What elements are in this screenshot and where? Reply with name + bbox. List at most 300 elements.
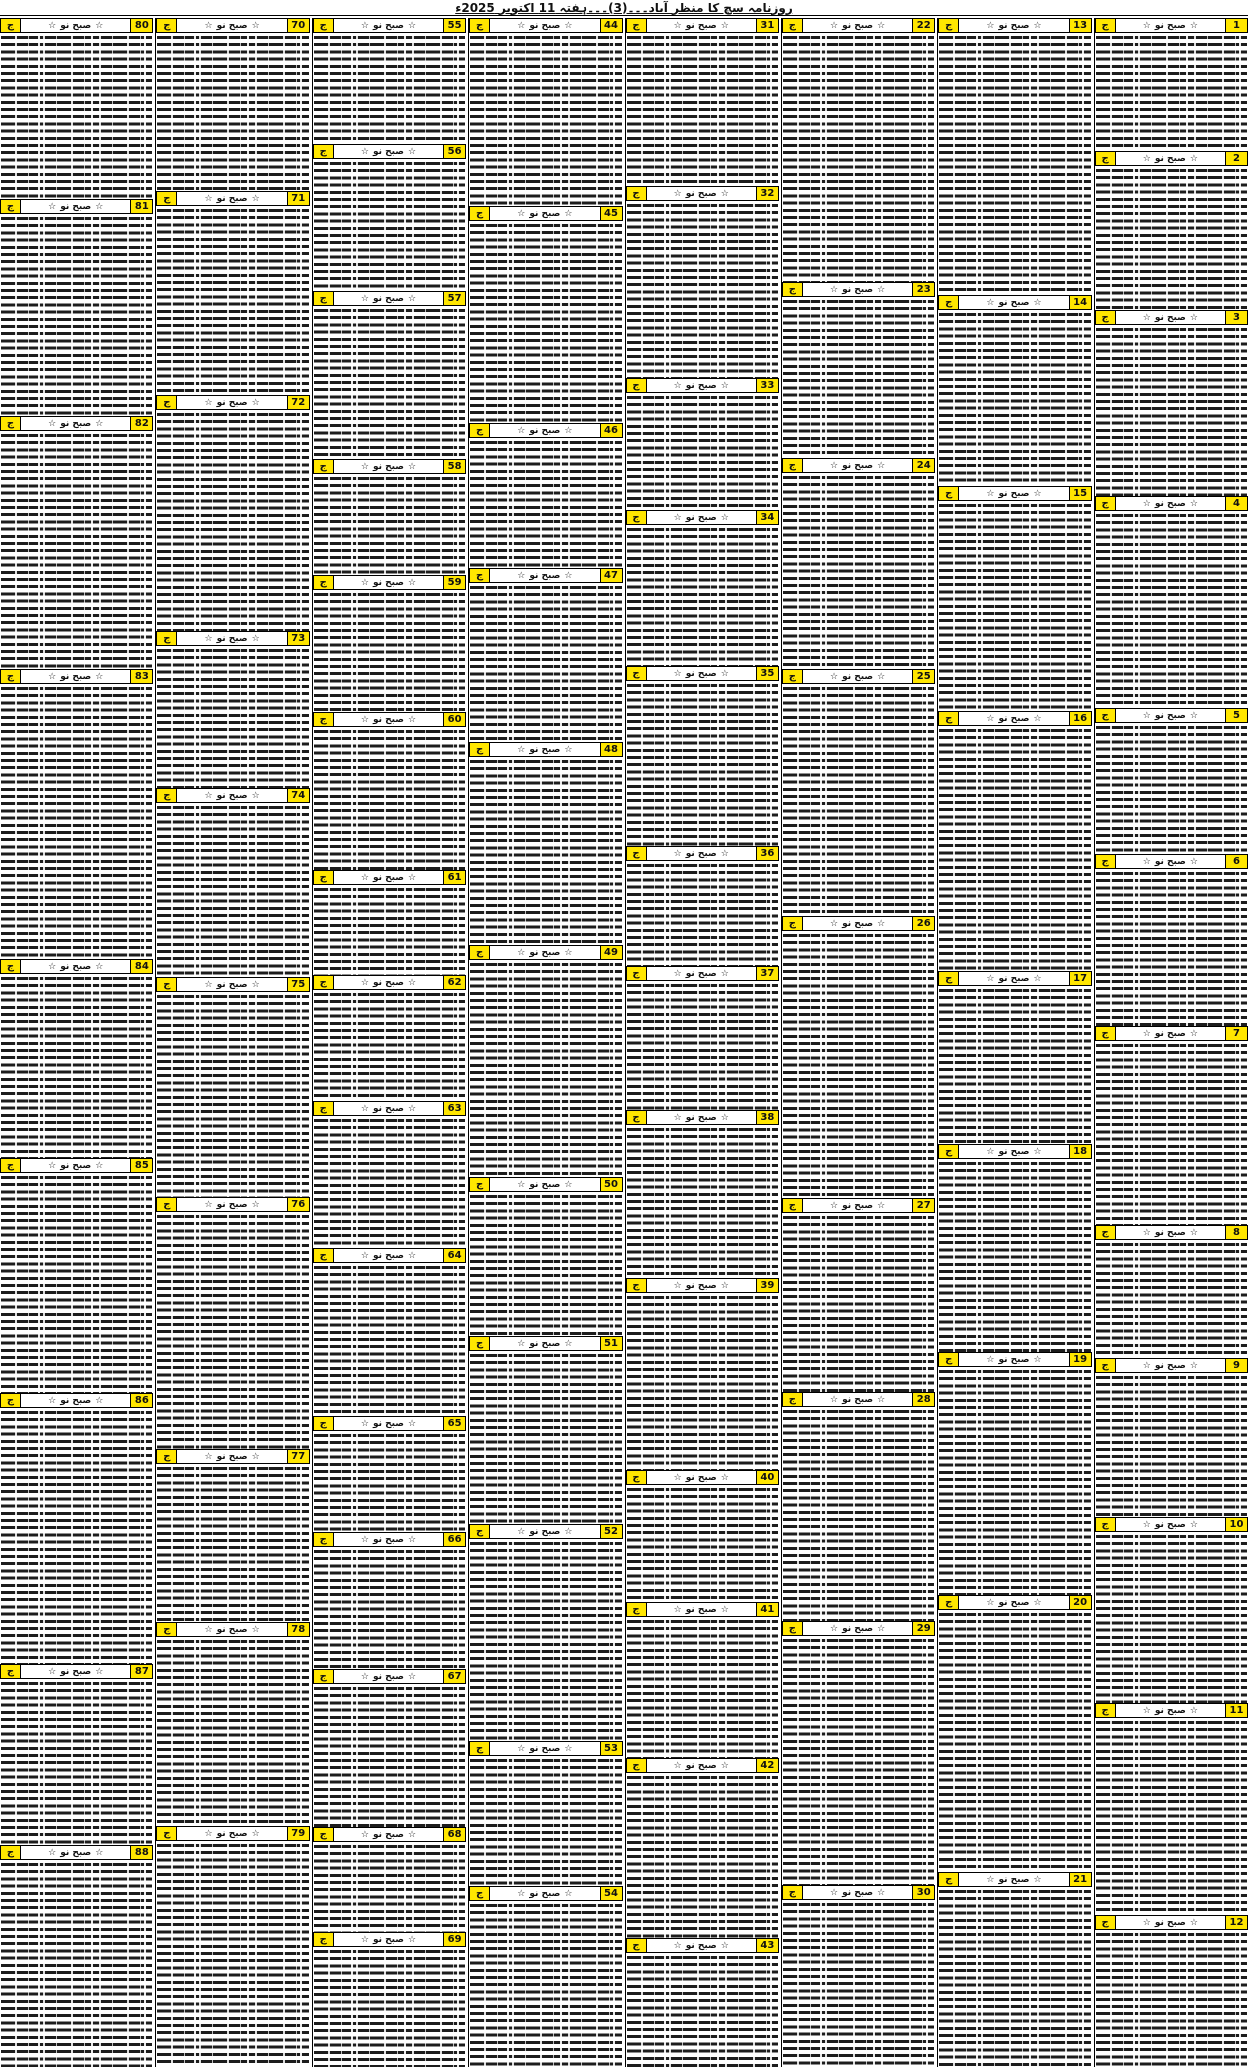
notice-number: 6 (1225, 855, 1247, 868)
notice-body-text (1096, 34, 1247, 151)
star-icon: ☆ (564, 20, 573, 31)
star-icon: ☆ (877, 671, 886, 682)
star-icon: ☆ (204, 397, 213, 408)
notice-number: 1 (1225, 19, 1247, 32)
star-icon: ☆ (251, 20, 260, 31)
notice-header (469, 742, 622, 757)
notice-entry (1095, 1517, 1248, 1703)
star-icon: ☆ (986, 1354, 995, 1365)
badge-title: صبح نو (529, 947, 561, 958)
notice-body-text (1096, 1241, 1247, 1358)
star-icon: ☆ (48, 1666, 57, 1677)
notice-number: 2 (1225, 152, 1247, 165)
badge-title: صبح نو (60, 1666, 92, 1677)
classified-page (0, 18, 1248, 2067)
newspaper-logo-icon: ج (627, 187, 647, 200)
notice-entry (938, 711, 1091, 971)
newspaper-logo-icon: ج (314, 976, 334, 989)
star-icon: ☆ (1033, 488, 1042, 499)
star-icon: ☆ (360, 1534, 369, 1545)
notice-body-text (627, 1954, 778, 2067)
star-icon: ☆ (517, 1338, 526, 1349)
star-icon: ☆ (360, 146, 369, 157)
badge-title: صبح نو (842, 1887, 874, 1898)
notice-header (313, 144, 466, 159)
notice-header (1095, 1517, 1248, 1532)
notice-entry (156, 788, 309, 977)
notice-title (959, 19, 1068, 32)
notice-number: 41 (756, 1603, 778, 1616)
notice-header (1095, 496, 1248, 511)
badge-title: صبح نو (372, 1671, 404, 1682)
star-icon: ☆ (1142, 1028, 1151, 1039)
newspaper-logo-icon: ج (1096, 855, 1116, 868)
star-icon: ☆ (48, 1160, 57, 1171)
badge-title: صبح نو (685, 1472, 717, 1483)
notice-entry (0, 416, 153, 669)
star-icon: ☆ (407, 146, 417, 157)
newspaper-logo-icon: ج (1096, 1027, 1116, 1040)
notice-number: 66 (443, 1533, 465, 1546)
newspaper-logo-icon: ج (627, 19, 647, 32)
star-icon: ☆ (407, 577, 417, 588)
star-icon: ☆ (720, 848, 729, 859)
badge-title: صبح نو (1154, 1360, 1186, 1371)
badge-title: صبح نو (216, 1451, 248, 1462)
newspaper-logo-icon: ج (157, 1827, 177, 1840)
newspaper-logo-icon: ج (1, 417, 21, 430)
notice-title (1116, 497, 1225, 510)
notice-entry (626, 1938, 779, 2067)
newspaper-logo-icon: ج (314, 1933, 334, 1946)
notice-entry (626, 1470, 779, 1602)
star-icon: ☆ (720, 1760, 729, 1771)
newspaper-logo-icon: ج (627, 667, 647, 680)
notice-number: 56 (443, 145, 465, 158)
star-icon: ☆ (251, 633, 260, 644)
notice-number: 57 (443, 292, 465, 305)
notice-body-text (939, 1368, 1090, 1595)
notice-header (938, 711, 1091, 726)
notice-body-text (783, 34, 934, 282)
newspaper-logo-icon: ج (627, 1939, 647, 1952)
notice-title (21, 1159, 130, 1172)
star-icon: ☆ (1033, 713, 1042, 724)
notice-number: 67 (443, 1670, 465, 1683)
star-icon: ☆ (517, 947, 526, 958)
notice-header (469, 1336, 622, 1351)
notice-entry (0, 199, 153, 416)
star-icon: ☆ (251, 790, 260, 801)
star-icon: ☆ (517, 744, 526, 755)
notice-entry (1095, 708, 1248, 854)
notice-entry (626, 510, 779, 666)
notice-body-text (939, 34, 1090, 295)
notice-entry (313, 1532, 466, 1669)
notice-number: 85 (130, 1159, 152, 1172)
notice-entry (313, 575, 466, 712)
notice-header (0, 416, 153, 431)
star-icon: ☆ (251, 1199, 260, 1210)
badge-title: صبح نو (60, 201, 92, 212)
notice-entry (0, 18, 153, 199)
star-icon: ☆ (360, 1103, 369, 1114)
notice-header (938, 18, 1091, 33)
notice-entry (626, 1758, 779, 1938)
star-icon: ☆ (95, 1847, 104, 1858)
notice-body-text (627, 982, 778, 1110)
notice-entry (1095, 496, 1248, 708)
notice-number: 26 (912, 917, 934, 930)
notice-header (782, 1198, 935, 1213)
star-icon: ☆ (1142, 1705, 1151, 1716)
newspaper-logo-icon: ج (783, 459, 803, 472)
star-icon: ☆ (877, 1623, 886, 1634)
notice-title (647, 1603, 756, 1616)
notice-body-text (157, 1638, 308, 1826)
notice-header (156, 191, 309, 206)
notice-header (626, 1110, 779, 1125)
star-icon: ☆ (877, 918, 886, 929)
notice-header (313, 1248, 466, 1263)
notice-number: 88 (130, 1846, 152, 1859)
newspaper-logo-icon: ج (157, 19, 177, 32)
badge-title: صبح نو (216, 20, 248, 31)
notice-entry (626, 666, 779, 846)
notice-title (177, 396, 286, 409)
star-icon: ☆ (877, 460, 886, 471)
notice-entry (313, 712, 466, 870)
badge-title: صبح نو (529, 425, 561, 436)
notice-header (469, 945, 622, 960)
notice-header (626, 18, 779, 33)
notice-title (490, 1742, 599, 1755)
star-icon: ☆ (564, 1179, 573, 1190)
newspaper-logo-icon: ج (627, 379, 647, 392)
star-icon: ☆ (1142, 20, 1151, 31)
star-icon: ☆ (564, 947, 573, 958)
notice-entry (1095, 18, 1248, 151)
star-icon: ☆ (564, 744, 573, 755)
notice-title (334, 1828, 443, 1841)
newspaper-logo-icon: ج (939, 19, 959, 32)
column-8 (0, 18, 153, 2067)
notice-header (0, 1158, 153, 1173)
notice-header (313, 975, 466, 990)
notice-header (782, 916, 935, 931)
newspaper-logo-icon: ج (314, 1249, 334, 1262)
notice-header (782, 1392, 935, 1407)
notice-entry (1095, 1358, 1248, 1517)
notice-title (1116, 1027, 1225, 1040)
notice-title (1116, 1518, 1225, 1531)
badge-title: صبح نو (216, 979, 248, 990)
badge-title: صبح نو (216, 633, 248, 644)
notice-entry (782, 1392, 935, 1621)
notice-title (647, 1111, 756, 1124)
star-icon: ☆ (1142, 312, 1151, 323)
notice-number: 77 (287, 1450, 309, 1463)
notice-header (782, 282, 935, 297)
notice-body-text (1096, 1042, 1247, 1225)
newspaper-logo-icon: ج (314, 713, 334, 726)
notice-title (647, 187, 756, 200)
star-icon: ☆ (407, 1103, 417, 1114)
star-icon: ☆ (1033, 1597, 1042, 1608)
notice-number: 36 (756, 847, 778, 860)
notice-entry (782, 458, 935, 669)
star-icon: ☆ (564, 1526, 573, 1537)
notice-header (1095, 1225, 1248, 1240)
star-icon: ☆ (1189, 1227, 1198, 1238)
star-icon: ☆ (1142, 856, 1151, 867)
notice-header (782, 18, 935, 33)
notice-number: 17 (1069, 972, 1091, 985)
notice-title (177, 1198, 286, 1211)
notice-body-text (627, 1126, 778, 1278)
notice-number: 43 (756, 1939, 778, 1952)
badge-title: صبح نو (372, 1250, 404, 1261)
notice-entry (938, 486, 1091, 711)
notice-number: 40 (756, 1471, 778, 1484)
notice-entry (626, 18, 779, 186)
notice-number: 76 (287, 1198, 309, 1211)
newspaper-logo-icon: ج (157, 1198, 177, 1211)
badge-title: صبح نو (60, 1395, 92, 1406)
notice-entry (0, 1158, 153, 1393)
notice-body-text (1, 685, 152, 959)
notice-title (490, 1337, 599, 1350)
star-icon: ☆ (407, 1534, 417, 1545)
badge-title: صبح نو (998, 1597, 1030, 1608)
star-icon: ☆ (407, 1829, 417, 1840)
notice-header (938, 971, 1091, 986)
star-icon: ☆ (720, 1280, 729, 1291)
notice-entry (626, 966, 779, 1110)
notice-header (1095, 151, 1248, 166)
notice-header (0, 1845, 153, 1860)
notice-header (156, 631, 309, 646)
badge-title: صبح نو (1154, 1227, 1186, 1238)
badge-title: صبح نو (998, 297, 1030, 308)
notice-header (156, 1826, 309, 1841)
star-icon: ☆ (360, 577, 369, 588)
notice-body-text (627, 394, 778, 510)
notice-title (490, 1525, 599, 1538)
notice-number: 74 (287, 789, 309, 802)
notice-title (334, 1933, 443, 1946)
notice-body-text (627, 1618, 778, 1758)
notice-number: 58 (443, 460, 465, 473)
star-icon: ☆ (829, 20, 839, 31)
star-icon: ☆ (564, 1888, 573, 1899)
notice-body-text (939, 1611, 1090, 1872)
star-icon: ☆ (407, 714, 417, 725)
notice-body-text (939, 1888, 1090, 2067)
notice-entry (0, 1393, 153, 1664)
notice-entry (469, 1177, 622, 1336)
newspaper-logo-icon: ج (1096, 1226, 1116, 1239)
badge-title: صبح نو (998, 1874, 1030, 1885)
notice-number: 28 (912, 1393, 934, 1406)
star-icon: ☆ (360, 1829, 369, 1840)
notice-entry (1095, 151, 1248, 310)
notice-number: 38 (756, 1111, 778, 1124)
notice-entry (938, 1595, 1091, 1872)
notice-title (334, 1102, 443, 1115)
notice-entry (782, 916, 935, 1198)
notice-number: 5 (1225, 709, 1247, 722)
notice-title (21, 1665, 130, 1678)
star-icon: ☆ (1189, 1028, 1198, 1039)
notice-title (177, 1450, 286, 1463)
notice-header (626, 846, 779, 861)
notice-header (1095, 854, 1248, 869)
notice-number: 81 (130, 200, 152, 213)
notice-title (803, 1622, 912, 1635)
notice-number: 59 (443, 576, 465, 589)
notice-body-text (314, 1264, 465, 1416)
badge-title: صبح نو (216, 1624, 248, 1635)
notice-title (803, 1393, 912, 1406)
notice-title (177, 19, 286, 32)
notice-title (1116, 19, 1225, 32)
newspaper-logo-icon: ج (470, 19, 490, 32)
notice-entry (156, 1197, 309, 1449)
notice-number: 47 (600, 569, 622, 582)
badge-title: صبح نو (998, 973, 1030, 984)
badge-title: صبح نو (216, 1828, 248, 1839)
notice-entry (469, 742, 622, 945)
badge-title: صبح نو (216, 397, 248, 408)
notice-body-text (470, 584, 621, 742)
star-icon: ☆ (251, 1624, 260, 1635)
notice-title (803, 459, 912, 472)
notice-title (1116, 152, 1225, 165)
notice-body-text (470, 34, 621, 206)
notice-number: 30 (912, 1886, 934, 1899)
badge-title: صبح نو (216, 1199, 248, 1210)
star-icon: ☆ (673, 1940, 682, 1951)
star-icon: ☆ (407, 1418, 417, 1429)
notice-body-text (1, 975, 152, 1158)
notice-header (156, 788, 309, 803)
notice-title (959, 712, 1068, 725)
newspaper-logo-icon: ج (314, 292, 334, 305)
star-icon: ☆ (829, 1887, 839, 1898)
badge-title: صبح نو (1154, 20, 1186, 31)
notice-header (626, 1470, 779, 1485)
badge-title: صبح نو (1154, 1028, 1186, 1039)
newspaper-logo-icon: ج (1096, 152, 1116, 165)
star-icon: ☆ (673, 380, 682, 391)
notice-number: 29 (912, 1622, 934, 1635)
column-3 (781, 18, 935, 2067)
newspaper-logo-icon: ج (627, 967, 647, 980)
star-icon: ☆ (360, 1671, 369, 1682)
star-icon: ☆ (1142, 1227, 1151, 1238)
notice-body-text (157, 993, 308, 1197)
notice-header (1095, 1358, 1248, 1373)
notice-header (313, 1932, 466, 1947)
notice-entry (782, 669, 935, 916)
star-icon: ☆ (204, 979, 213, 990)
notice-body-text (1096, 512, 1247, 708)
star-icon: ☆ (986, 1874, 995, 1885)
newspaper-logo-icon: ج (314, 871, 334, 884)
notice-title (21, 670, 130, 683)
notice-title (1116, 855, 1225, 868)
badge-title: صبح نو (372, 577, 404, 588)
notice-body-text (783, 1637, 934, 1885)
star-icon: ☆ (877, 1887, 886, 1898)
notice-number: 14 (1069, 296, 1091, 309)
notice-number: 21 (1069, 1873, 1091, 1886)
notice-entry (313, 1932, 466, 2067)
notice-body-text (314, 886, 465, 975)
notice-entry (313, 975, 466, 1101)
newspaper-logo-icon: ج (783, 1393, 803, 1406)
notice-header (0, 959, 153, 974)
star-icon: ☆ (673, 512, 682, 523)
notice-title (803, 670, 912, 683)
notice-entry (0, 669, 153, 959)
notice-body-text (627, 202, 778, 378)
newspaper-logo-icon: ج (157, 978, 177, 991)
badge-title: صبح نو (685, 1940, 717, 1951)
star-icon: ☆ (829, 284, 839, 295)
badge-title: صبح نو (842, 1623, 874, 1634)
notice-entry (938, 18, 1091, 295)
star-icon: ☆ (407, 1934, 417, 1945)
newspaper-logo-icon: ج (1096, 311, 1116, 324)
star-icon: ☆ (564, 570, 573, 581)
notice-body-text (627, 526, 778, 666)
newspaper-logo-icon: ج (939, 1145, 959, 1158)
badge-title: صبح نو (842, 671, 874, 682)
badge-title: صبح نو (372, 293, 404, 304)
notice-title (177, 978, 286, 991)
newspaper-logo-icon: ج (627, 1603, 647, 1616)
star-icon: ☆ (360, 714, 369, 725)
star-icon: ☆ (986, 1146, 995, 1157)
notice-title (803, 19, 912, 32)
badge-title: صبح نو (60, 20, 92, 31)
notice-title (334, 1670, 443, 1683)
notice-body-text (470, 222, 621, 423)
notice-entry (469, 1336, 622, 1524)
notice-entry (469, 945, 622, 1177)
badge-title: صبح نو (685, 1604, 717, 1615)
notice-number: 54 (600, 1887, 622, 1900)
notice-title (21, 960, 130, 973)
star-icon: ☆ (204, 1199, 213, 1210)
newspaper-logo-icon: ج (314, 145, 334, 158)
newspaper-logo-icon: ج (1, 200, 21, 213)
notice-entry (782, 1198, 935, 1392)
star-icon: ☆ (517, 570, 526, 581)
badge-title: صبح نو (685, 848, 717, 859)
notice-title (959, 1353, 1068, 1366)
notice-number: 44 (600, 19, 622, 32)
star-icon: ☆ (48, 1395, 57, 1406)
notice-number: 9 (1225, 1359, 1247, 1372)
notice-number: 27 (912, 1199, 934, 1212)
notice-entry (313, 18, 466, 144)
badge-title: صبح نو (685, 188, 717, 199)
badge-title: صبح نو (372, 146, 404, 157)
newspaper-logo-icon: ج (470, 1887, 490, 1900)
